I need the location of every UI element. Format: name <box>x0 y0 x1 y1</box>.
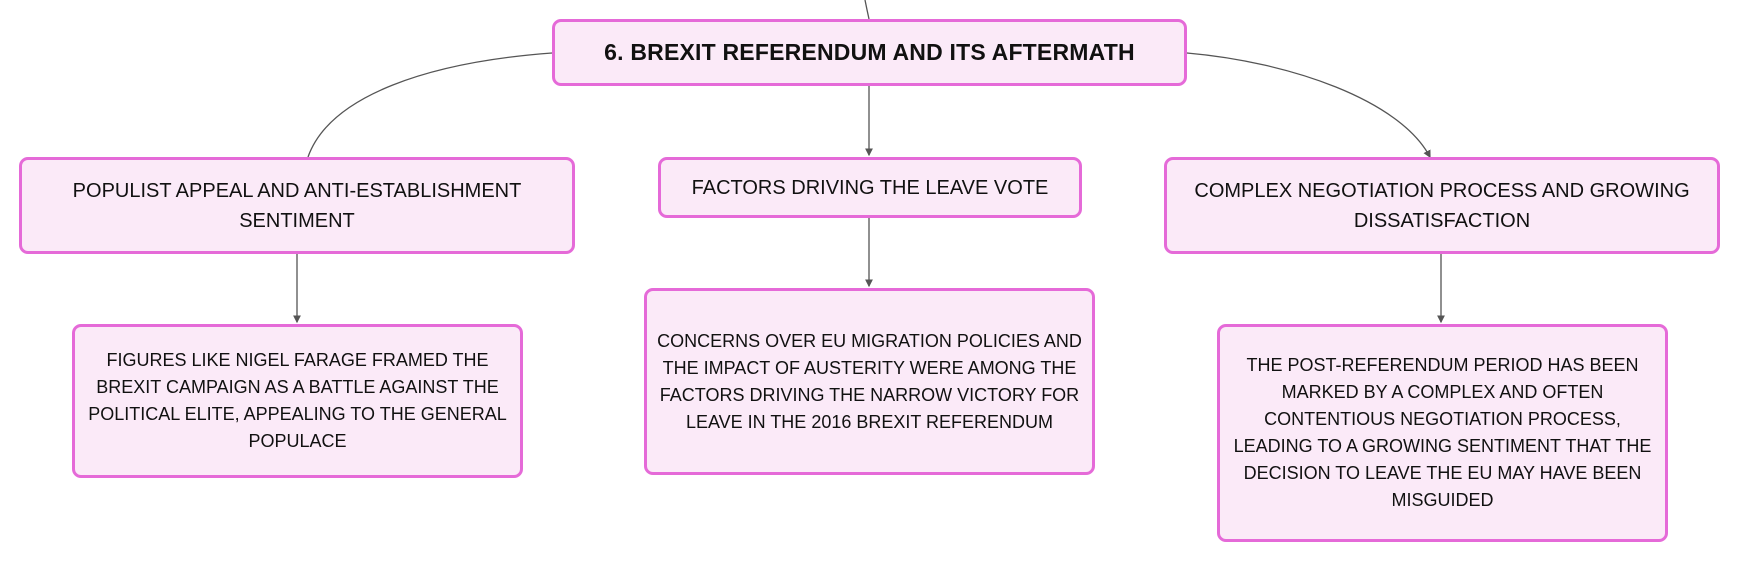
detail-node-populist-appeal[interactable] <box>72 324 523 478</box>
branch-node-leave-vote-factors[interactable] <box>658 157 1082 218</box>
detail-node-negotiation-process[interactable] <box>1217 324 1668 542</box>
connector-root-to-branch-3 <box>1187 53 1430 157</box>
detail-node-text: CONCERNS OVER EU MIGRATION POLICIES AND THE IMPACT OF AUSTERITY WERE AMONG THE FACTORS DRIVING THE NARROW VICTORY FOR LEAVE IN THE 2016 BREXIT REFERENDUM <box>657 330 1082 432</box>
root-node[interactable] <box>552 19 1187 86</box>
detail-node-leave-vote-factors[interactable] <box>644 288 1095 475</box>
branch-node-label: COMPLEX NEGOTIATION PROCESS AND GROWING DISSATISFACTION <box>1194 179 1690 232</box>
branch-node-negotiation-process[interactable] <box>1164 157 1720 254</box>
branch-node-populist-appeal[interactable] <box>19 157 575 254</box>
branch-node-label: FACTORS DRIVING THE LEAVE VOTE <box>691 176 1049 199</box>
root-node-label: 6. BREXIT REFERENDUM AND ITS AFTERMATH <box>604 39 1135 65</box>
branch-node-label: POPULIST APPEAL AND ANTI-ESTABLISHMENT SENTIMENT <box>72 179 522 232</box>
detail-node-text: THE POST-REFERENDUM PERIOD HAS BEEN MARKED BY A COMPLEX AND OFTEN CONTENTIOUS NEGOTIATION PROCESS, LEADING TO A GROWING SENTIMENT THAT THE DECISION TO LEAVE THE EU MAY HAVE BEEN MISGUIDED <box>1233 355 1652 510</box>
connector-root-to-branch-1 <box>308 53 552 157</box>
detail-node-text: FIGURES LIKE NIGEL FARAGE FRAMED THE BREXIT CAMPAIGN AS A BATTLE AGAINST THE POLITICAL ELITE, APPEALING TO THE GENERAL POPULACE <box>88 350 507 451</box>
connector-parent-to-root <box>865 0 869 19</box>
